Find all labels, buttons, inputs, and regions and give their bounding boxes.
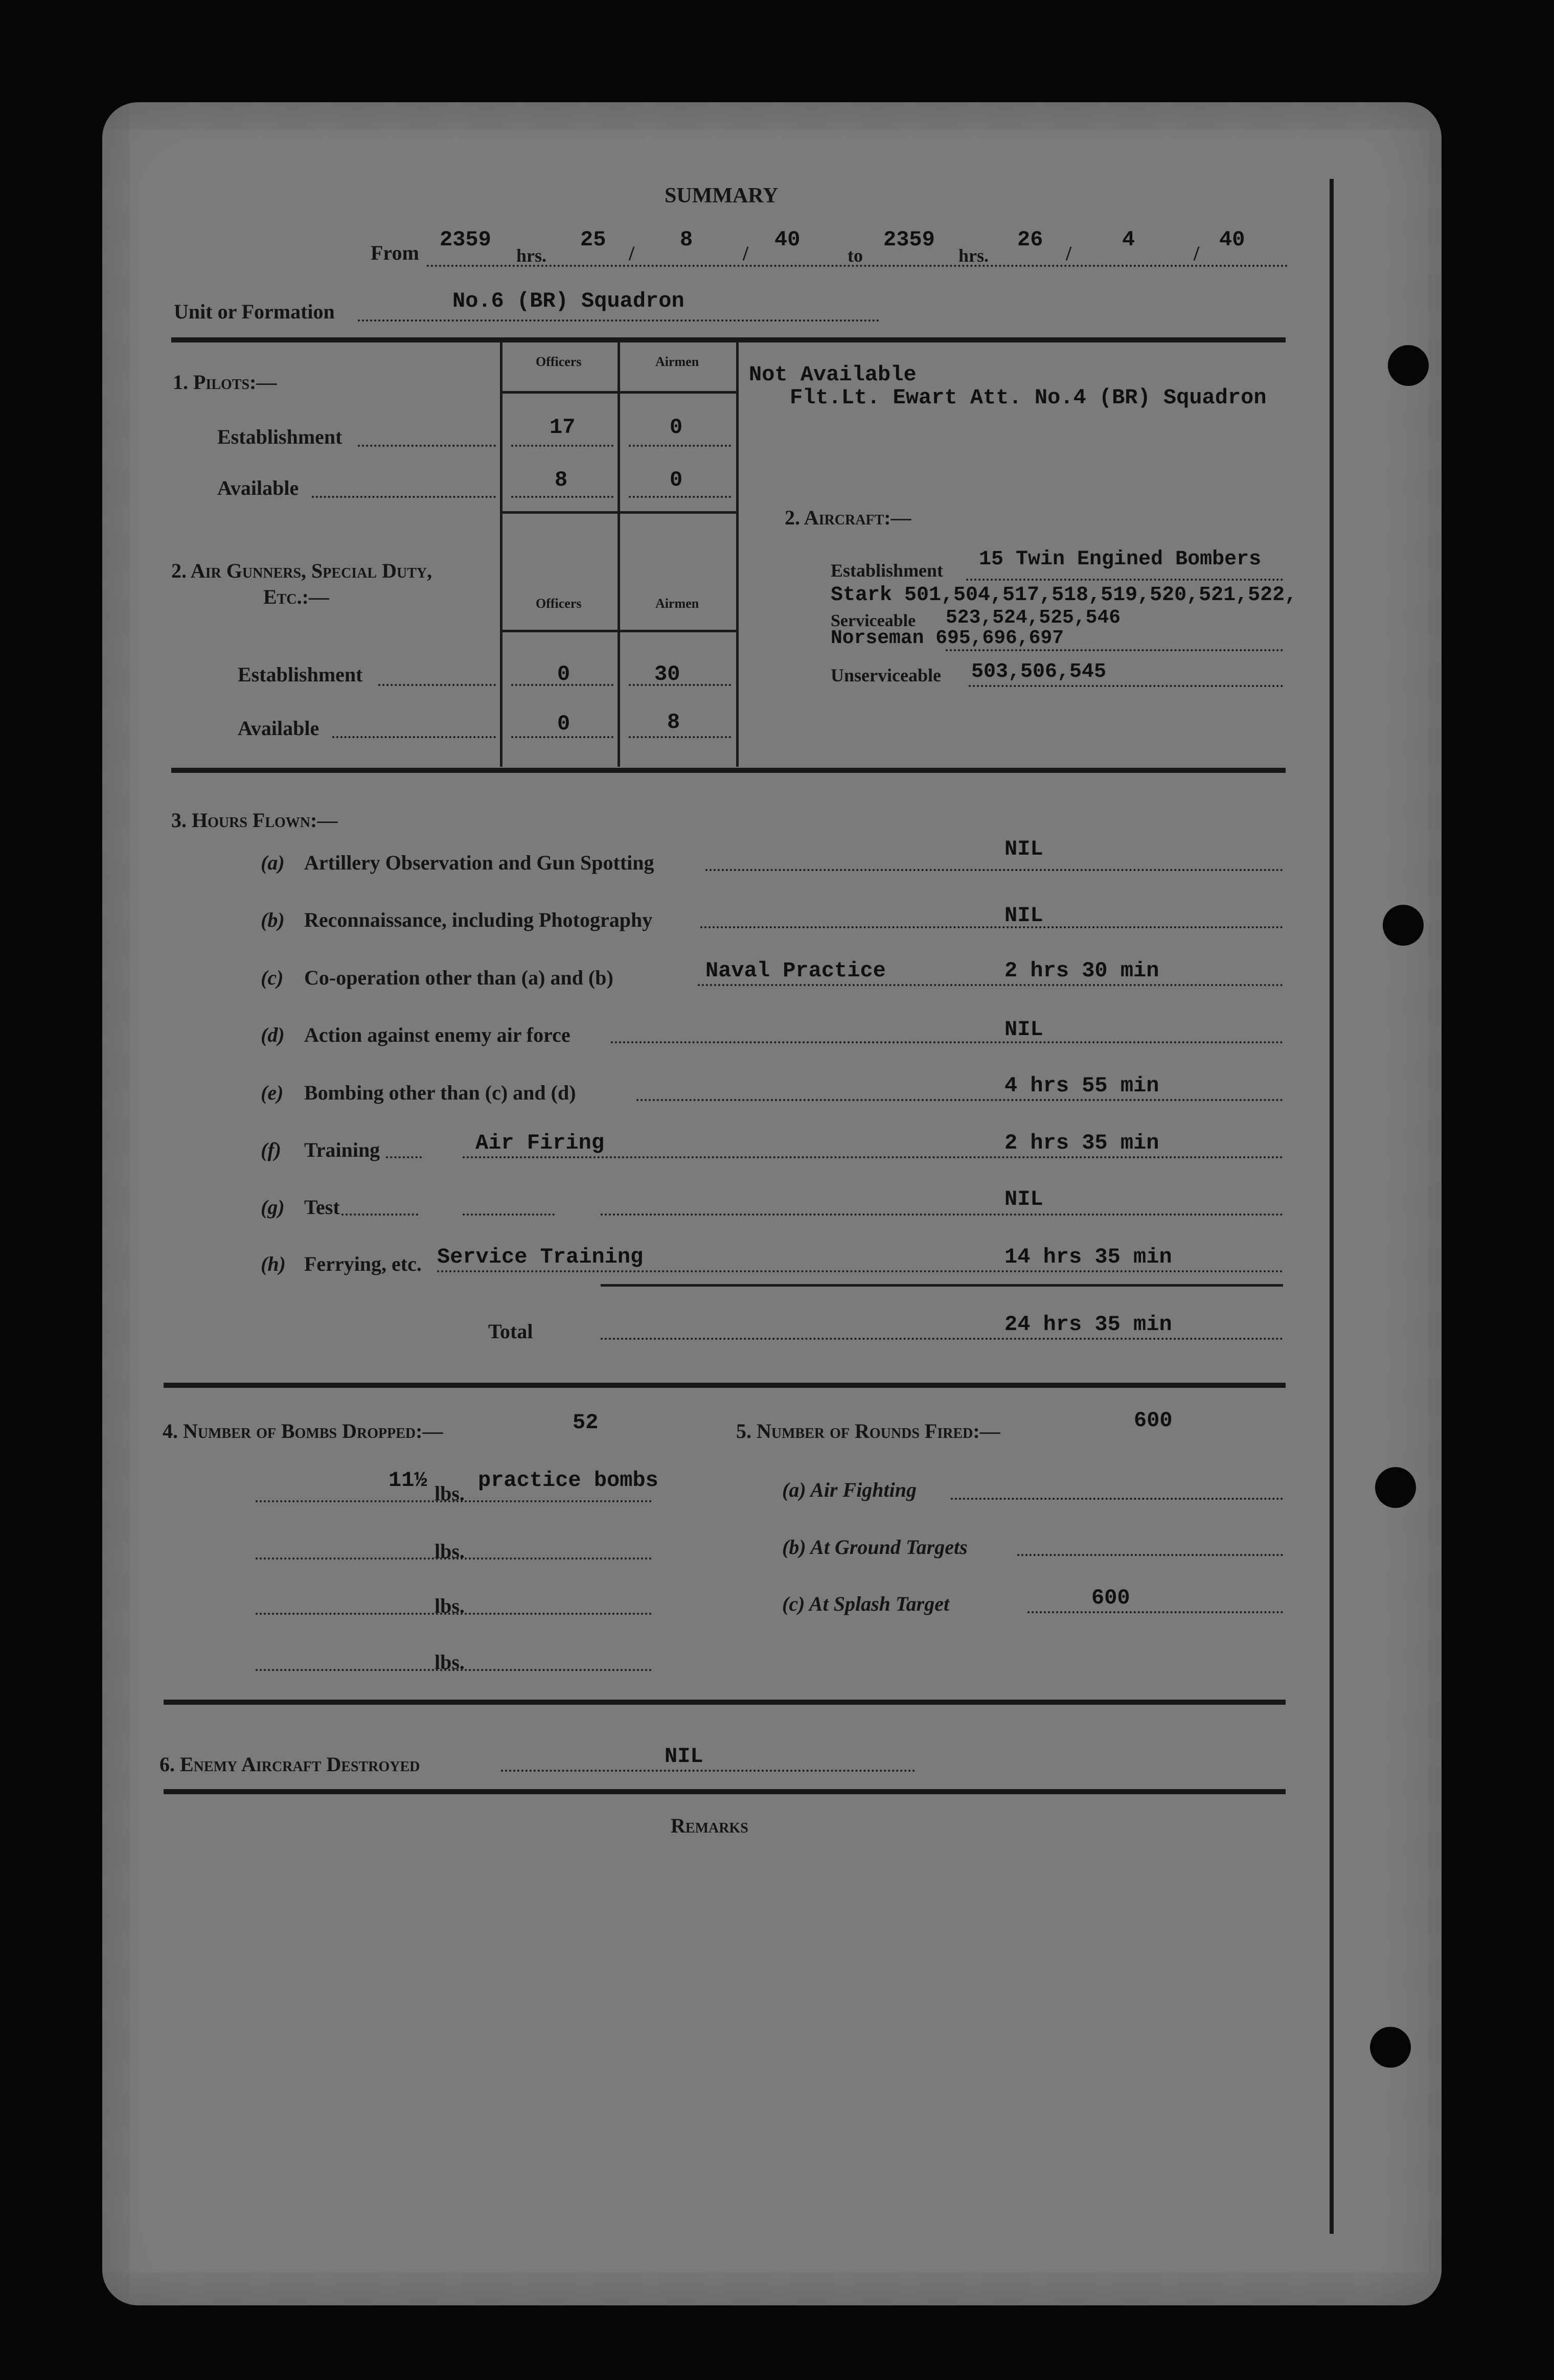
hours-row-label: Reconnaissance, including Photography [304,908,653,931]
aircraft-serviceable-value: 523,524,525,546 [946,607,1121,629]
rounds-splash-target-value: 600 [1091,1586,1130,1610]
hours-row-value: 2 hrs 30 min [1004,958,1159,983]
total-value: 24 hrs 35 min [1004,1312,1172,1337]
divider [164,1789,1286,1794]
pilots-establishment-label: Establishment [217,425,342,448]
binder-hole [1375,1467,1416,1508]
aircraft-unserviceable-label: Unserviceable [831,665,941,685]
hours-row-letter: (f) [261,1138,281,1161]
air-gunners-heading: 2. Air Gunners, Special Duty, [171,559,432,582]
hrs-label: hrs. [516,245,547,266]
from-year: 40 [774,227,801,252]
to-hrs-label: hrs. [958,245,989,266]
pilots-available-officers: 8 [555,468,568,492]
rounds-ground-targets-label: (b) At Ground Targets [782,1536,968,1559]
bombs-count: 52 [573,1410,599,1435]
slash: / [743,242,749,265]
aircraft-norseman-list: Norseman 695,696,697 [831,627,1064,649]
slash: / [629,242,635,265]
from-day: 25 [580,227,606,252]
pilots-available-airmen: 0 [670,468,683,492]
hours-row-letter: (g) [261,1196,285,1219]
slash: / [1194,242,1200,265]
hours-row-value: NIL [1004,903,1043,928]
rounds-air-fighting-label: (a) Air Fighting [782,1478,917,1501]
aircraft-unserviceable-value: 503,506,545 [971,660,1107,683]
gunners-available-label: Available [238,717,319,740]
hours-row-value: 4 hrs 55 min [1004,1073,1159,1098]
to-day: 26 [1017,227,1043,252]
hours-row-label: Artillery Observation and Gun Spotting [304,851,654,874]
remarks-heading: Remarks [671,1814,748,1837]
gunners-establishment-officers: 0 [557,662,570,686]
total-rule [601,1284,1283,1287]
pilots-col-airmen: Airmen [655,354,699,369]
aircraft-serviceable-label: Serviceable [831,611,916,630]
aircraft-establishment-value: 15 Twin Engined Bombers [979,548,1262,571]
gunners-col-airmen: Airmen [655,596,699,611]
total-label: Total [488,1320,533,1343]
hours-row-note: Naval Practice [705,958,886,983]
rounds-heading: 5. Number of Rounds Fired:— [736,1420,1000,1443]
gunners-col-officers: Officers [536,596,582,611]
hours-row-letter: (d) [261,1023,285,1046]
hours-row-label: Test [304,1196,340,1219]
bomb-weight: 11½ [388,1468,427,1493]
enemy-aircraft-value: NIL [665,1744,703,1769]
gunners-available-officers: 0 [557,712,570,736]
pilots-available-label: Available [217,476,299,499]
from-month: 8 [680,227,693,252]
hours-flown-heading: 3. Hours Flown:— [171,809,338,832]
gunners-establishment-airmen: 30 [654,662,680,686]
enemy-aircraft-label: 6. Enemy Aircraft Destroyed [159,1753,420,1776]
gunners-available-airmen: 8 [667,710,680,735]
unit-label: Unit or Formation [174,300,335,323]
divider [164,1383,1286,1388]
air-gunners-heading-cont: Etc.:— [263,585,329,608]
hours-row-label: Co-operation other than (a) and (b) [304,966,613,989]
slash: / [1066,242,1072,265]
hours-row-note: Air Firing [475,1131,605,1155]
hours-row-letter: (e) [261,1081,284,1104]
to-time: 2359 [883,227,935,252]
from-time: 2359 [440,227,491,252]
hours-row-value: NIL [1004,837,1043,861]
to-label: to [848,245,863,266]
rounds-splash-target-label: (c) At Splash Target [782,1592,950,1615]
pilots-establishment-airmen: 0 [670,415,683,440]
hours-row-label: Ferrying, etc. [304,1252,422,1275]
not-available-heading: Not Available [749,362,917,387]
bomb-unit: lbs. [435,1651,465,1674]
hours-row-value: 14 hrs 35 min [1004,1245,1172,1269]
hours-row-label: Training [304,1138,380,1161]
to-year: 40 [1219,227,1245,252]
binder-hole [1383,905,1424,946]
divider [164,1700,1286,1705]
divider [171,337,1286,342]
from-label: From [371,241,419,264]
page-title: SUMMARY [665,184,779,208]
hours-row-value: NIL [1004,1017,1043,1042]
hours-row-label: Action against enemy air force [304,1023,570,1046]
divider [171,768,1286,773]
pilots-establishment-officers: 17 [550,415,576,440]
bomb-unit: lbs. [435,1482,465,1505]
hours-row-letter: (h) [261,1252,286,1275]
aircraft-establishment-label: Establishment [831,560,944,581]
hours-row-letter: (a) [261,851,285,874]
pilots-heading: 1. Pilots:— [173,371,277,394]
rounds-count: 600 [1134,1408,1173,1433]
to-month: 4 [1122,227,1135,252]
hours-row-value: NIL [1004,1187,1043,1211]
binder-hole [1370,2027,1411,2068]
hours-row-letter: (c) [261,966,284,989]
pilots-col-officers: Officers [536,354,582,369]
bombs-heading: 4. Number of Bombs Dropped:— [163,1420,443,1443]
aircraft-stark-list: Stark 501,504,517,518,519,520,521,522, [831,584,1297,607]
hours-row-letter: (b) [261,908,285,931]
unit-value: No.6 (BR) Squadron [452,289,684,313]
bomb-unit: lbs. [435,1540,465,1563]
bomb-unit: lbs. [435,1594,465,1617]
aircraft-heading: 2. Aircraft:— [785,506,911,529]
margin-rule [1330,179,1334,2234]
binder-hole [1388,345,1429,386]
gunners-establishment-label: Establishment [238,663,363,686]
not-available-detail: Flt.Lt. Ewart Att. No.4 (BR) Squadron [790,385,1267,410]
hours-row-note: Service Training [437,1245,644,1269]
bomb-desc: practice bombs [478,1468,658,1493]
hours-row-label: Bombing other than (c) and (d) [304,1081,576,1104]
hours-row-value: 2 hrs 35 min [1004,1131,1159,1155]
